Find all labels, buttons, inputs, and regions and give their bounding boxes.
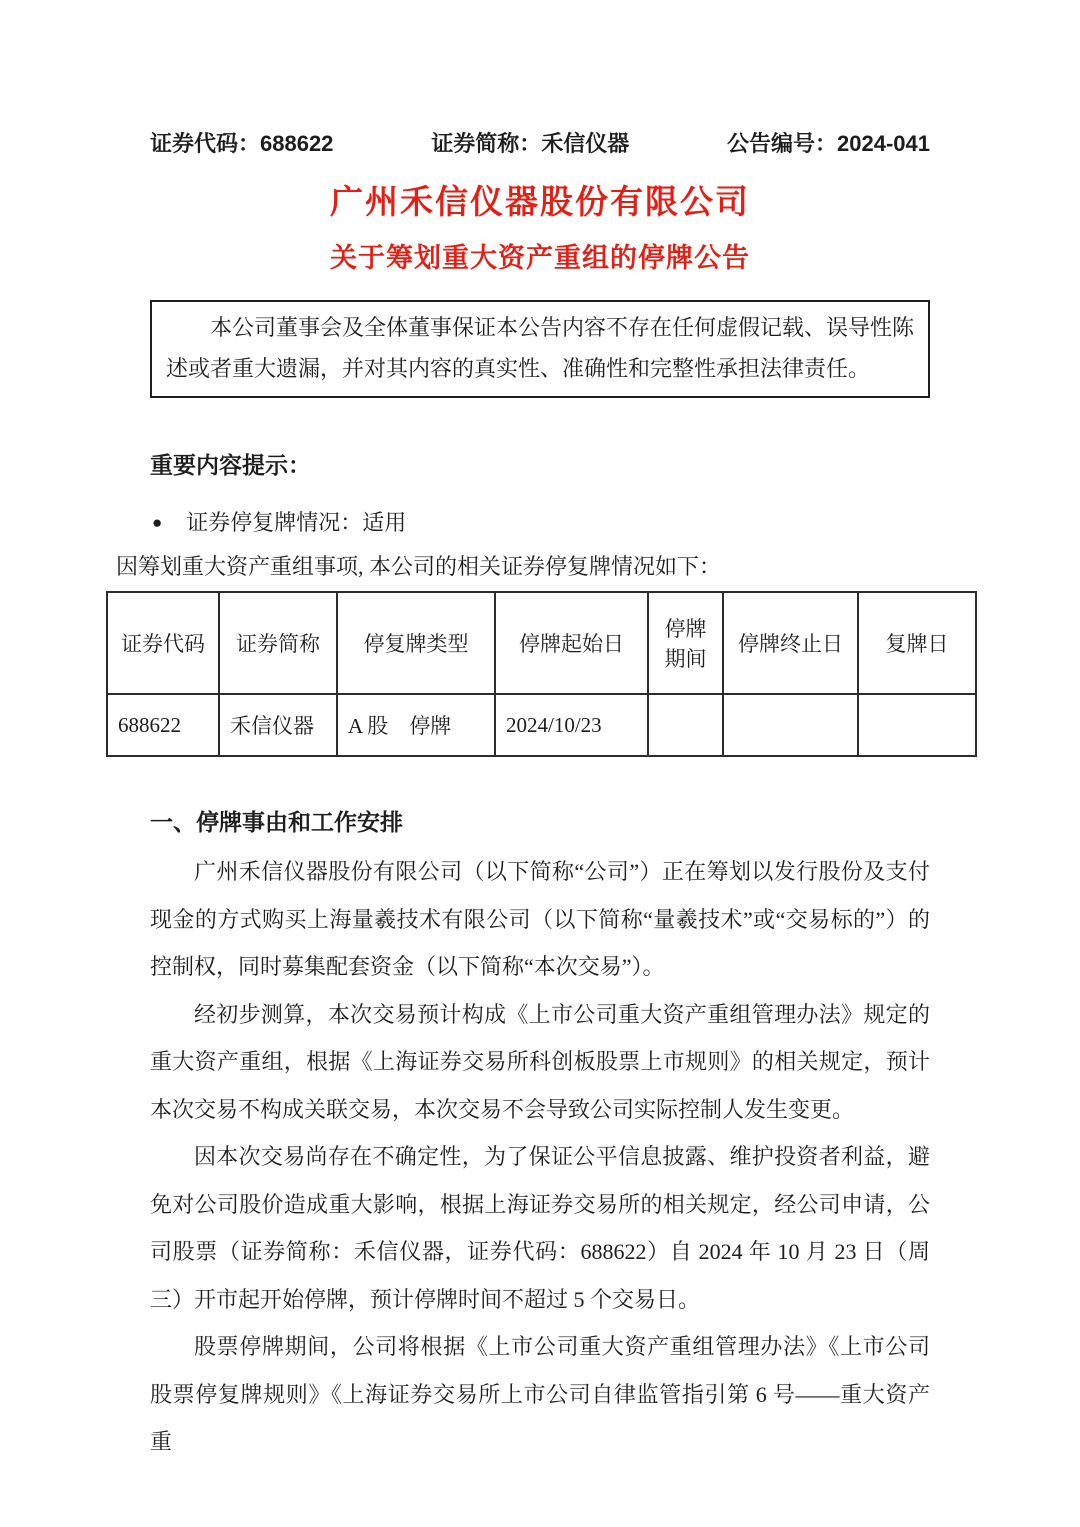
col-header-stock-name: 证券简称 (219, 592, 337, 694)
col-header-period: 停牌期间 (648, 592, 723, 694)
company-title: 广州禾信仪器股份有限公司 (330, 183, 750, 220)
table-header-row (107, 592, 976, 694)
cell-stock-code: 688622 (107, 694, 219, 756)
announcement-title: 关于筹划重大资产重组的停牌公告 (330, 243, 750, 273)
suspension-status-text: 证券停复牌情况：适用 (186, 510, 407, 535)
paragraph-1: 广州禾信仪器股份有限公司（以下简称“公司”）正在筹划以发行股份及支付现金的方式购买上海量羲技术有限公司（以下简称“量羲技术”或“交易标的”）的控制权，同时募集配套资金（以下简称“本次交易”）。 (150, 859, 930, 979)
board-declaration-box (150, 300, 930, 398)
table-intro-text: 因筹划重大资产重组事项, 本公司的相关证券停复牌情况如下： (116, 554, 722, 579)
cell-period (648, 694, 723, 756)
bullet-dot-icon: ● (152, 513, 163, 532)
table-row (107, 694, 976, 756)
col-header-stock-code: 证券代码 (107, 592, 219, 694)
paragraph-4: 股票停牌期间，公司将根据《上市公司重大资产重组管理办法》《上市公司股票停复牌规则》《上海证券交易所上市公司自律监管指引第 6 号——重大资产重 (150, 1334, 930, 1454)
important-notice-heading: 重要内容提示： (150, 452, 311, 478)
section-1-body (150, 848, 930, 1466)
col-header-start-date: 停牌起始日 (495, 592, 648, 694)
board-declaration-text: 本公司董事会及全体董事保证本公告内容不存在任何虚假记载、误导性陈述或者重大遗漏，并对其内容的真实性、准确性和完整性承担法律责任。 (166, 315, 915, 381)
col-header-end-date: 停牌终止日 (723, 592, 858, 694)
section-1-heading: 一、停牌事由和工作安排 (150, 809, 403, 835)
paragraph-2: 经初步测算，本次交易预计构成《上市公司重大资产重组管理办法》规定的重大资产重组，根据《上海证券交易所科创板股票上市规则》的相关规定，预计本次交易不构成关联交易，本次交易不会导致公司实际控制人发生变更。 (150, 1001, 930, 1122)
cell-resume-date (858, 694, 976, 756)
stock-short-name: 证券简称：禾信仪器 (431, 131, 630, 156)
col-header-suspension-type: 停复牌类型 (337, 592, 495, 694)
stock-code: 证券代码：688622 (150, 131, 334, 156)
cell-end-date (723, 694, 858, 756)
col-header-resume-date: 复牌日 (858, 592, 976, 694)
document-header (150, 130, 930, 158)
suspension-table (106, 591, 977, 757)
suspension-status-item (150, 508, 930, 538)
announcement-number: 公告编号：2024-041 (727, 131, 930, 156)
cell-suspension-type: A 股 停牌 (337, 694, 495, 756)
cell-start-date: 2024/10/23 (495, 694, 648, 756)
cell-stock-name: 禾信仪器 (219, 694, 337, 756)
paragraph-3: 因本次交易尚存在不确定性，为了保证公平信息披露、维护投资者利益，避免对公司股价造成重大影响，根据上海证券交易所的相关规定，经公司申请，公司股票（证券简称：禾信仪器，证券代码：688622）自 2024 年 10 月 23 日（周三）开市起开始停牌，预计停牌时间不超过 5 个交易日。 (150, 1144, 930, 1312)
